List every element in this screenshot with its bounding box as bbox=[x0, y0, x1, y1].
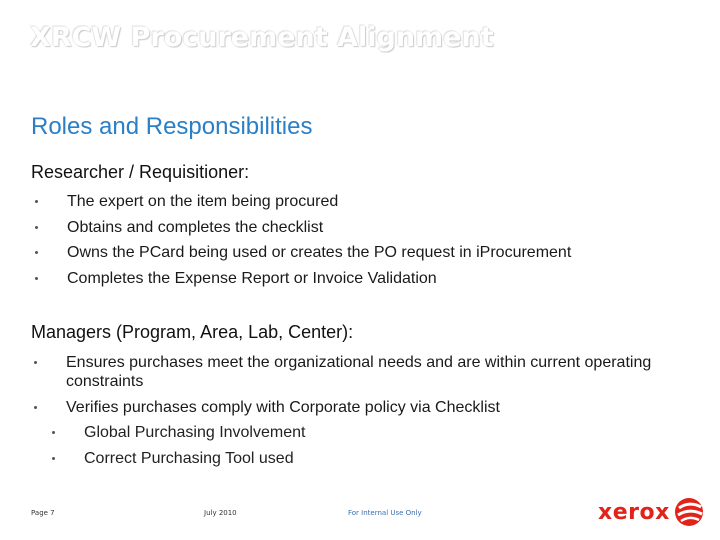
xerox-logo bbox=[598, 494, 704, 530]
researcher-list bbox=[67, 192, 687, 294]
list-item bbox=[84, 423, 584, 442]
list-item-text: Verifies purchases comply with Corporate policy via Checklist bbox=[66, 398, 500, 416]
confidentiality-label: For Internal Use Only bbox=[348, 509, 422, 517]
bullet-icon bbox=[34, 406, 37, 409]
bullet-icon bbox=[35, 226, 38, 229]
list-item bbox=[67, 243, 687, 262]
list-item-text: Ensures purchases meet the organizational needs and are within current operating constraints bbox=[66, 354, 652, 390]
list-item bbox=[66, 398, 666, 417]
list-item bbox=[66, 353, 666, 391]
researcher-heading: Researcher / Requisitioner: bbox=[31, 162, 250, 182]
list-item-text: Owns the PCard being used or creates the PO request in iProcurement bbox=[67, 244, 572, 261]
xerox-ball-icon bbox=[674, 497, 704, 527]
list-item-text: Obtains and completes the checklist bbox=[67, 218, 324, 236]
managers-sub-list bbox=[84, 423, 584, 474]
bullet-icon bbox=[35, 200, 38, 203]
list-item bbox=[67, 192, 687, 211]
bullet-icon bbox=[35, 251, 38, 254]
managers-list bbox=[66, 353, 666, 423]
bullet-icon bbox=[34, 361, 37, 364]
list-item bbox=[67, 269, 687, 288]
deck-title: XRCW Procurement Alignment bbox=[30, 22, 494, 53]
list-item-text: The expert on the item being procured bbox=[67, 193, 339, 210]
footer-date: July 2010 bbox=[204, 509, 237, 517]
page-number: Page 7 bbox=[31, 509, 55, 517]
bullet-icon bbox=[52, 431, 55, 434]
bullet-icon bbox=[52, 457, 55, 460]
managers-heading: Managers (Program, Area, Lab, Center): bbox=[31, 322, 354, 342]
list-item-text: Correct Purchasing Tool used bbox=[84, 449, 294, 467]
list-item-text: Completes the Expense Report or Invoice Validation bbox=[67, 269, 437, 287]
logo-wordmark: xerox bbox=[598, 499, 670, 525]
list-item bbox=[84, 449, 584, 468]
list-item-text: Global Purchasing Involvement bbox=[84, 424, 306, 441]
list-item bbox=[67, 218, 687, 237]
bullet-icon bbox=[35, 277, 38, 280]
slide-title: Roles and Responsibilities bbox=[31, 113, 313, 140]
